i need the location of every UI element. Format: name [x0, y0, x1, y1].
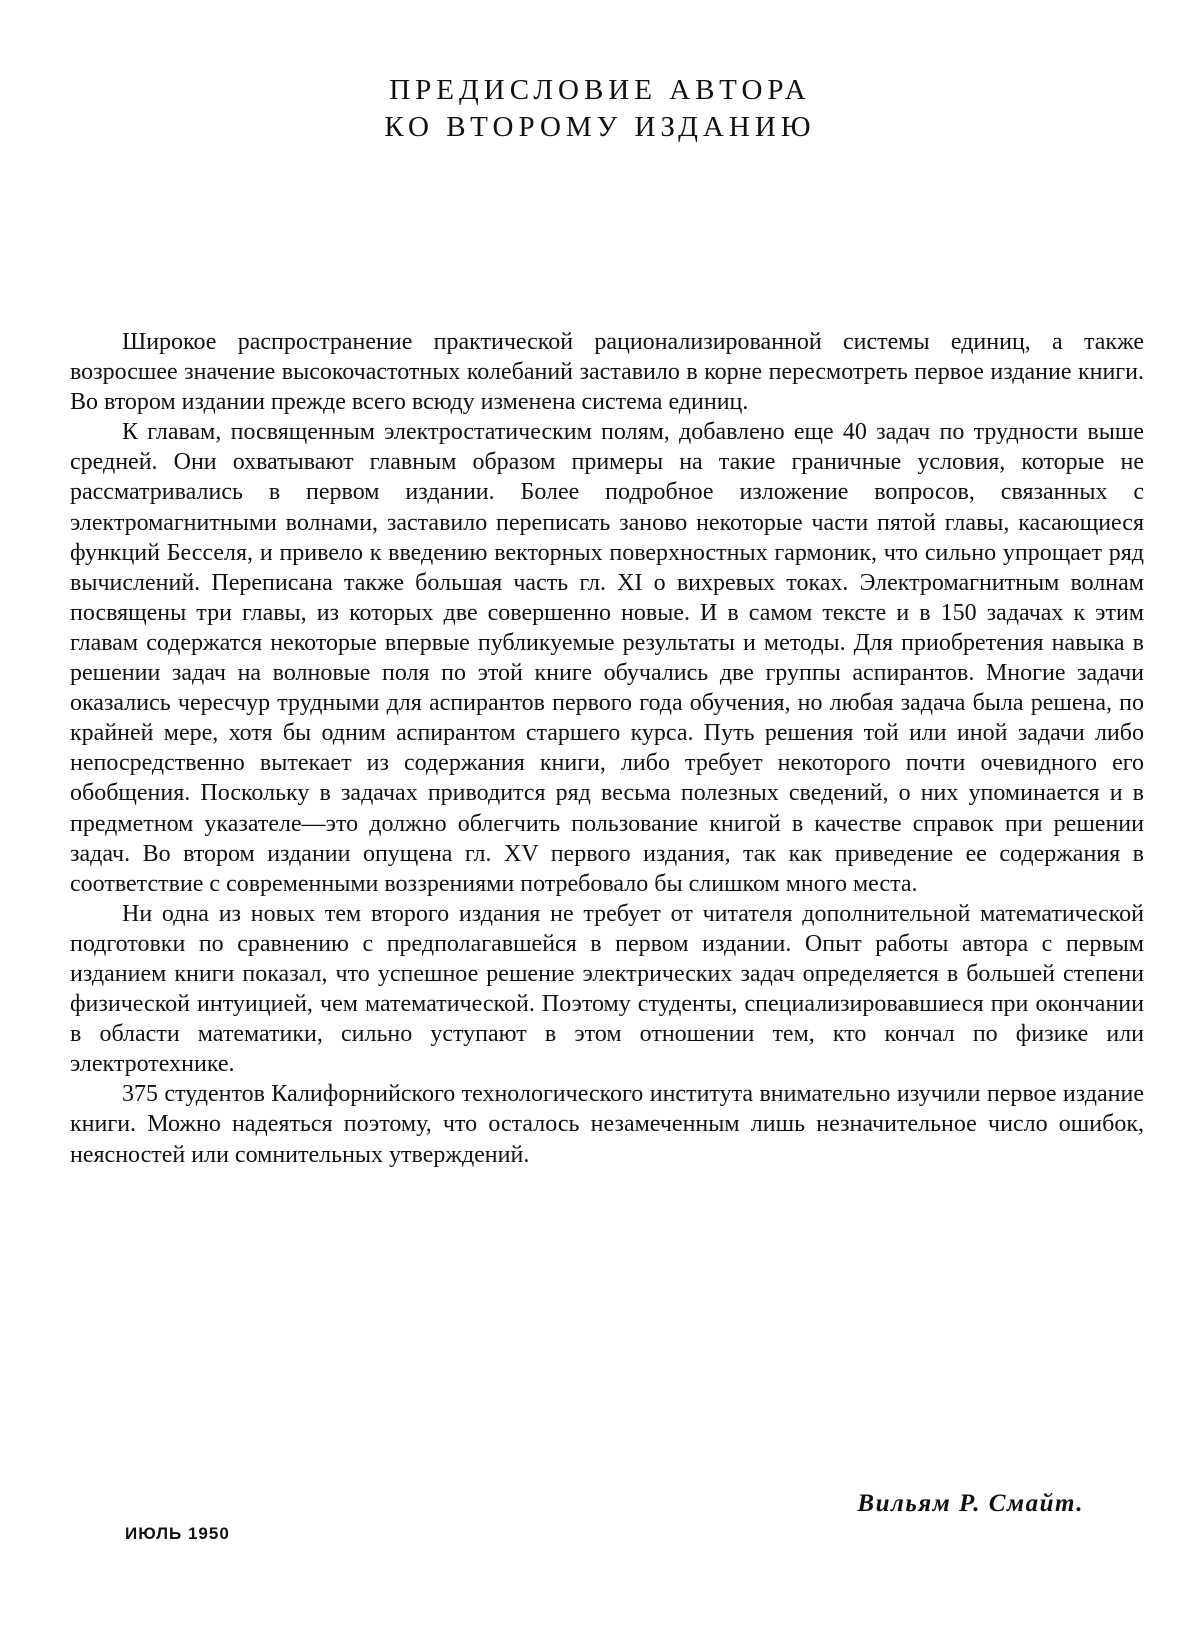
preface-title: [0, 72, 1200, 146]
preface-date: ИЮЛЬ 1950: [125, 1524, 230, 1543]
author-signature: Вильям Р. Смайт.: [857, 1490, 1084, 1517]
title-line-2: КО ВТОРОМУ ИЗДАНИЮ: [384, 111, 816, 143]
paragraph-3: Ни одна из новых тем второго издания не требует от читателя дополнительной математической подготовки по сравнению с предполагавшейся в первом издании. Опыт работы автора с первым изданием книги показал, что успешное решение электрических задач определяется в большей степени физической интуицией, чем математической. Поэтому студенты, специализировавшиеся при окончании в области математики, сильно уступают в этом отношении тем, кто кончал по физике или электротехнике.: [70, 900, 1144, 1078]
paragraph-1: Широкое распространение практической рационализированной системы единиц, а также возросшее значение высокочастотных колебаний заставило в корне пересмотреть первое издание книги. Во втором издании прежде всего всюду изменена система единиц.: [70, 329, 1144, 416]
paragraph-4: 375 студентов Калифорнийского технологического института внимательно изучили первое издание книги. Можно надеяться поэтому, что осталось незамеченным лишь незначительное число ошибок, неясностей или сомнительных утверждений.: [70, 1081, 1144, 1168]
preface-body: [70, 327, 1144, 1170]
title-line-1: ПРЕДИСЛОВИЕ АВТОРА: [389, 74, 811, 106]
paragraph-2: К главам, посвященным электростатическим полям, добавлено еще 40 задач по трудности выше средней. Они охватывают главным образом примеры на такие граничные условия, которые не рассматривались в первом издании. Более подробное изложение вопросов, связанных с электромагнитными волнами, заставило переписать заново некоторые части пятой главы, касающиеся функций Бесселя, и привело к введению векторных поверхностных гармоник, что сильно упрощает ряд вычислений. Переписана также большая часть гл. XI о вихревых токах. Электромагнитным волнам посвящены три главы, из которых две совершенно новые. И в самом тексте и в 150 задачах к этим главам содержатся некоторые впервые публикуемые результаты и методы. Для приобретения навыка в решении задач на волновые поля по этой книге обучались две группы аспирантов. Многие задачи оказались чересчур трудными для аспирантов первого года обучения, но любая задача была решена, по крайней мере, хотя бы одним аспирантом старшего курса. Путь решения той или иной задачи либо непосредственно вытекает из содержания книги, либо требует некоторого почти очевидного его обобщения. Поскольку в задачах приводится ряд весьма полезных сведений, о них упоминается и в предметном указателе—это должно облегчить пользование книгой в качестве справок при решении задач. Во втором издании опущена гл. XV первого издания, так как приведение ее содержания в соответствие с современными воззрениями потребовало бы слишком много места.: [70, 419, 1144, 897]
